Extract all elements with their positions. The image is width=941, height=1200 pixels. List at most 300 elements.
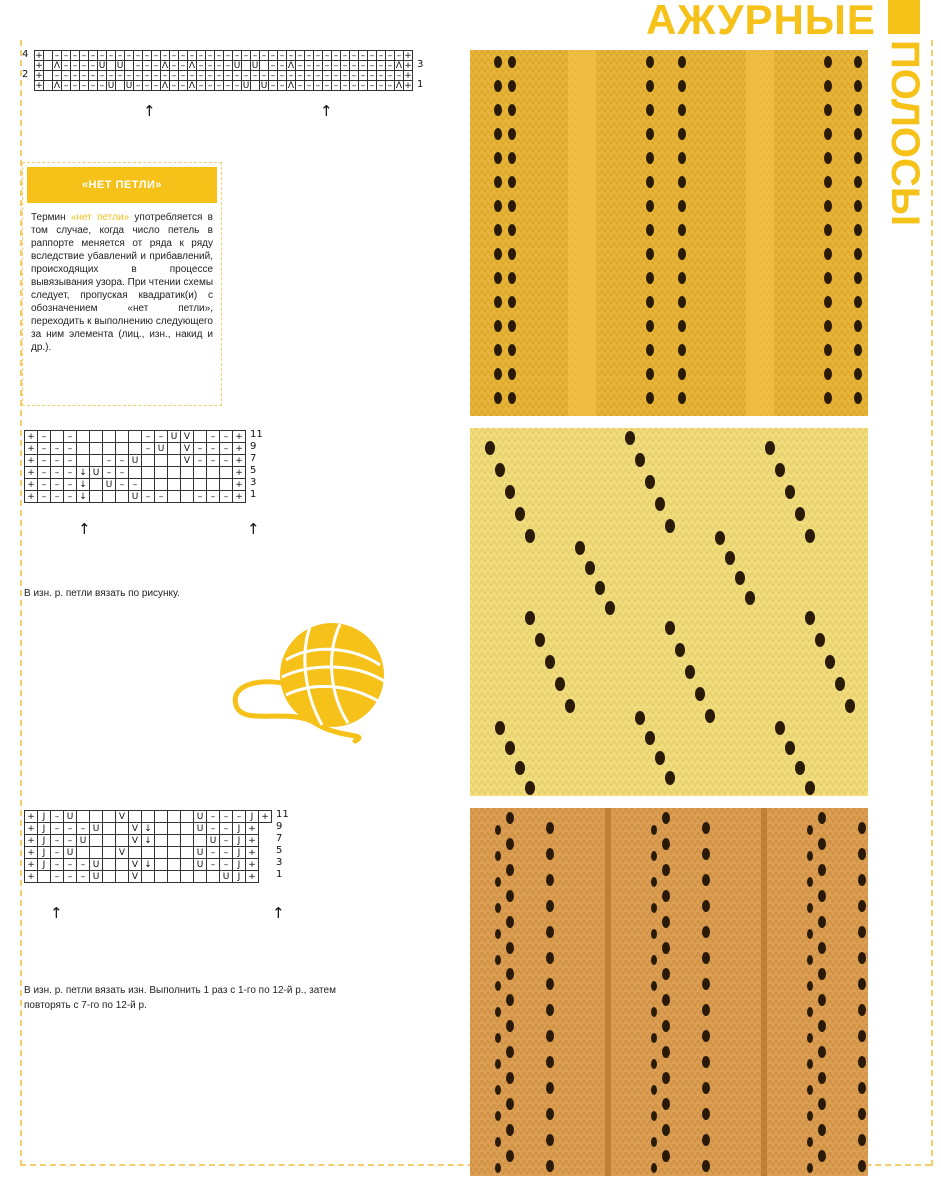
chart-cell [181,835,194,847]
chart-cell: V [181,431,194,443]
repeat-arrow: ↑ [143,102,156,120]
chart-cell [90,847,103,859]
chart-cell: – [143,61,152,71]
chart-cell: – [278,51,287,61]
chart-cell: – [51,859,64,871]
chart-cell: – [206,71,215,81]
chart-cell: – [64,823,77,835]
chart-cell: – [305,81,314,91]
chart-cell: – [350,81,359,91]
chart-cell [168,479,181,491]
row-number: 11 [276,809,289,820]
chart-cell: – [220,859,233,871]
chart-cell: – [170,61,179,71]
chart-cell: – [89,51,98,61]
chart-cell: + [404,60,412,71]
info-box-term: «нет петли» [70,212,130,223]
chart-cell: J [233,871,246,883]
chart-cell: U [64,811,77,823]
chart-cell: + [233,455,246,467]
chart-cell: – [179,51,188,61]
chart-cell [129,431,142,443]
chart-cell: – [359,51,368,61]
chart-cell: – [64,431,77,443]
chart-cell: – [377,71,386,81]
chart-cell: ↓ [142,859,155,871]
chart-cell: + [233,431,246,443]
chart-cell: U [98,60,106,71]
chart-cell [207,871,220,883]
repeat-arrow: ↑ [78,520,91,538]
chart-cell: – [207,847,220,859]
chart-cell: – [359,61,368,71]
chart-cell: + [35,70,43,81]
chart-cell: V [129,859,142,871]
chart-cell [168,467,181,479]
row-number: 7 [250,453,257,464]
chart-cell: – [220,847,233,859]
chart-cell: + [25,811,38,823]
chart-cell: – [386,51,395,61]
chart-cell: – [323,61,332,71]
chart-cell: – [260,71,269,81]
chart-cell: – [224,71,233,81]
chart-cell: – [242,51,251,61]
chart-cell: – [98,51,107,61]
chart-cell: V [181,443,194,455]
chart-cell [155,859,168,871]
chart-cell: – [125,71,134,81]
chart-cell: V [116,811,129,823]
chart-cell [181,871,194,883]
chart-cell: – [143,51,152,61]
chart-cell: + [404,70,412,81]
chart-cell: J [233,859,246,871]
chart-cell [242,61,251,71]
chart-cell: – [341,61,350,71]
chart-cell: – [323,81,332,91]
chart-cell [44,71,53,81]
chart-cell: – [220,835,233,847]
chart-cell [168,811,181,823]
chart-cell [142,467,155,479]
chart-cell [181,859,194,871]
chart-cell: – [170,71,179,81]
chart-cell: – [71,61,80,71]
chart-cell: – [233,81,242,91]
chart-cell: – [220,491,233,503]
chart-cell: – [161,51,170,61]
chart-cell: – [206,81,215,91]
chart-cell: + [25,443,38,455]
chart-cell: – [64,859,77,871]
chart-cell [77,455,90,467]
chart-cell: + [25,455,38,467]
chart-cell [155,835,168,847]
chart-cell: U [194,811,207,823]
chart-cell: – [206,51,215,61]
knitting-chart-2 [24,429,263,503]
chart-cell: – [350,51,359,61]
chart-cell: J [38,859,51,871]
chart-cell: – [170,81,179,91]
chart-cell: – [377,51,386,61]
chart-cell: – [62,51,71,61]
chart-cell: + [25,847,38,859]
chart-cell [168,491,181,503]
chart-cell: – [80,81,89,91]
chart-cell [116,431,129,443]
chart-cell: – [170,51,179,61]
chart-cell: – [51,823,64,835]
chart-cell: – [116,479,129,491]
chart-cell: Λ [188,80,196,91]
chart-cell: – [287,71,296,81]
chart-cell [181,847,194,859]
chart-cell [116,443,129,455]
chart-cell [155,871,168,883]
chart-cell: – [224,61,233,71]
chart-cell: V [129,835,142,847]
chart-cell: – [51,455,64,467]
chart-cell [77,443,90,455]
chart-cell: – [233,811,246,823]
chart-cell: Λ [188,60,196,71]
chart-cell [194,467,207,479]
chart-cell: + [35,50,43,61]
chart-cell: + [35,60,43,71]
chart-cell: + [233,491,246,503]
chart-cell: – [278,81,287,91]
chart-cell: – [197,81,206,91]
chart-cell [181,479,194,491]
chart-cell [194,871,207,883]
chart-cell [155,479,168,491]
chart-cell [168,455,181,467]
chart-cell: – [71,71,80,81]
chart-cell: J [233,823,246,835]
chart-cell: – [386,61,395,71]
chart-cell: – [287,51,296,61]
chart-cell: – [350,61,359,71]
chart-cell: – [107,51,116,61]
chart-cell [181,467,194,479]
chart-cell: U [220,871,233,883]
row-number: 3 [417,59,424,70]
chart-cell: – [332,81,341,91]
chart-cell: – [314,81,323,91]
chart-cell: – [64,467,77,479]
chart2-caption: В изн. р. петли вязать по рисунку. [24,588,180,599]
chart-cell: U [251,60,259,71]
chart-cell: – [194,455,207,467]
chart-cell: U [116,60,124,71]
chart-cell: – [116,51,125,61]
chart-cell: + [246,835,259,847]
chart-cell: + [35,80,43,91]
chart-cell: Λ [53,60,61,71]
chart-cell: U [90,823,103,835]
chart-cell: – [350,71,359,81]
chart-cell: – [77,859,90,871]
chart-cell: – [332,61,341,71]
chart-cell: + [246,871,259,883]
chart-cell: – [215,51,224,61]
chart-cell: + [246,859,259,871]
chart-cell: V [129,823,142,835]
chart-cell: – [134,61,143,71]
chart-cell [44,61,53,71]
chart-cell: Λ [53,80,61,91]
chart-cell: – [323,71,332,81]
chart-cell: – [53,51,62,61]
chart-cell: – [98,71,107,81]
chart-cell: – [38,479,51,491]
chart-cell: – [207,811,220,823]
row-number: 2 [22,69,29,80]
chart-cell: U [77,835,90,847]
chart-cell [103,811,116,823]
chart-cell: – [152,51,161,61]
chart-cell: + [25,835,38,847]
chart-cell: – [332,71,341,81]
chart-cell: J [246,811,259,823]
chart-cell: – [206,61,215,71]
repeat-arrow: ↑ [320,102,333,120]
chart-cell [220,467,233,479]
chart-cell: – [332,51,341,61]
chart-cell [194,479,207,491]
frame-border-right [931,40,933,1166]
chart-cell: – [207,823,220,835]
chart-cell [168,823,181,835]
chart-cell: – [224,81,233,91]
chart-cell: Λ [395,60,403,71]
chart-cell: – [116,467,129,479]
chart-cell: – [134,81,143,91]
chart-cell [142,455,155,467]
chart-cell [116,835,129,847]
chart-cell: U [233,60,241,71]
chart-cell: + [246,823,259,835]
chart-cell: U [207,835,220,847]
chart-cell: – [278,71,287,81]
chart-cell: – [161,71,170,81]
chart-cell: + [233,443,246,455]
chart-cell: – [296,61,305,71]
chart-cell [77,811,90,823]
chart-cell [168,871,181,883]
chart-cell: – [220,823,233,835]
chart-cell: – [377,81,386,91]
chart-cell: – [233,51,242,61]
chart-cell: U [194,847,207,859]
chart-cell: – [220,455,233,467]
chart-cell: + [246,847,259,859]
chart-cell [116,823,129,835]
chart-cell: – [64,479,77,491]
info-box-title: «НЕТ ПЕТЛИ» [27,167,217,203]
chart-cell: – [98,81,107,91]
chart-cell: U [194,859,207,871]
chart-cell [129,811,142,823]
chart-cell: Λ [161,80,169,91]
chart-cell: – [215,71,224,81]
chart-cell: – [62,71,71,81]
chart-cell [125,61,134,71]
chart-cell: – [269,71,278,81]
chart-cell [44,81,53,91]
chart-cell [168,847,181,859]
chart-cell: – [368,51,377,61]
chart-cell: – [103,467,116,479]
chart-cell [116,491,129,503]
row-number: 5 [276,845,283,856]
chart-cell [142,847,155,859]
chart-cell: – [395,71,404,81]
chart-cell [44,51,53,61]
chart-cell: – [80,71,89,81]
chart-cell: – [207,491,220,503]
chart-cell [155,455,168,467]
repeat-arrow: ↑ [272,904,285,922]
chart-cell [116,859,129,871]
chart-cell: – [51,847,64,859]
chart-cell [155,823,168,835]
chart-cell [129,467,142,479]
chart-cell [207,479,220,491]
chart-cell [38,871,51,883]
row-number: 1 [417,79,424,90]
chart-cell: U [90,871,103,883]
chart-cell [168,835,181,847]
chart-cell [103,823,116,835]
chart-cell [194,835,207,847]
chart-cell: – [194,491,207,503]
info-box-no-stitch [22,162,222,406]
chart-cell [103,443,116,455]
chart-cell: – [152,71,161,81]
row-number: 3 [250,477,257,488]
side-title: ПОЛОСЫ [883,40,927,227]
repeat-arrow: ↑ [50,904,63,922]
chart-cell: – [107,71,116,81]
chart3-caption: В изн. р. петли вязать изн. Выполнить 1 раз с 1-го по 12-й р., затем повторять с 7-го по 12-й р. [24,985,336,1011]
chart-cell [51,431,64,443]
chart-cell: – [142,491,155,503]
chart-cell: U [90,467,103,479]
chart-cell: – [152,81,161,91]
chart-cell: – [368,61,377,71]
chart-cell: – [359,81,368,91]
chart-cell [168,443,181,455]
chart-cell: – [71,81,80,91]
chart-cell: – [386,71,395,81]
chart-cell: – [395,51,404,61]
chart-cell: – [207,443,220,455]
chart-cell: Λ [395,80,403,91]
chart-cell: – [269,61,278,71]
chart-cell: – [89,81,98,91]
chart-cell: ↓ [142,835,155,847]
chart-cell: – [51,467,64,479]
chart-cell: – [305,51,314,61]
chart-cell: – [242,71,251,81]
chart-cell [220,479,233,491]
chart-cell: U [129,491,142,503]
chart-cell [77,431,90,443]
chart-cell [181,823,194,835]
page-title: АЖУРНЫЕ [646,0,876,43]
chart-cell [90,443,103,455]
chart-cell [90,431,103,443]
chart-cell: ↓ [77,467,90,479]
chart-cell: Λ [161,60,169,71]
chart-cell [90,479,103,491]
chart-cell [181,811,194,823]
chart-cell: U [125,80,133,91]
chart-cell: – [179,71,188,81]
chart-cell: U [194,823,207,835]
chart-cell: – [314,71,323,81]
chart-cell: – [368,81,377,91]
chart-cell [251,81,260,91]
chart-cell: – [197,71,206,81]
chart-cell: – [62,81,71,91]
chart-cell: – [103,455,116,467]
chart-cell: – [194,443,207,455]
chart-cell: – [89,61,98,71]
chart-cell: – [314,51,323,61]
chart-cell: – [220,811,233,823]
chart-cell: – [152,61,161,71]
chart-cell: – [38,491,51,503]
knit-swatch-photo-3 [470,808,868,1176]
chart-cell: – [269,51,278,61]
chart-cell: U [64,847,77,859]
chart-cell: J [38,811,51,823]
chart-cell: – [215,61,224,71]
chart-cell: V [116,847,129,859]
chart-cell: – [64,835,77,847]
chart-cell: – [80,51,89,61]
chart-cell: – [188,51,197,61]
chart-cell: – [296,51,305,61]
chart-cell: – [71,51,80,61]
chart-cell: – [197,61,206,71]
chart-cell [194,431,207,443]
chart-cell: – [38,431,51,443]
repeat-arrow: ↑ [247,520,260,538]
chart-cell: – [51,479,64,491]
chart-cell: – [51,443,64,455]
chart-cell: – [38,467,51,479]
chart-cell: – [207,431,220,443]
chart-cell [116,871,129,883]
chart-cell: – [80,61,89,71]
chart-cell: – [386,81,395,91]
chart-cell [103,871,116,883]
chart-cell: – [64,491,77,503]
chart-cell: – [305,71,314,81]
chart-cell: – [269,81,278,91]
chart-cell: – [116,455,129,467]
chart-cell [103,491,116,503]
chart-cell: – [64,455,77,467]
chart-cell: – [142,431,155,443]
chart-cell: ↓ [77,479,90,491]
chart-cell: U [155,443,168,455]
